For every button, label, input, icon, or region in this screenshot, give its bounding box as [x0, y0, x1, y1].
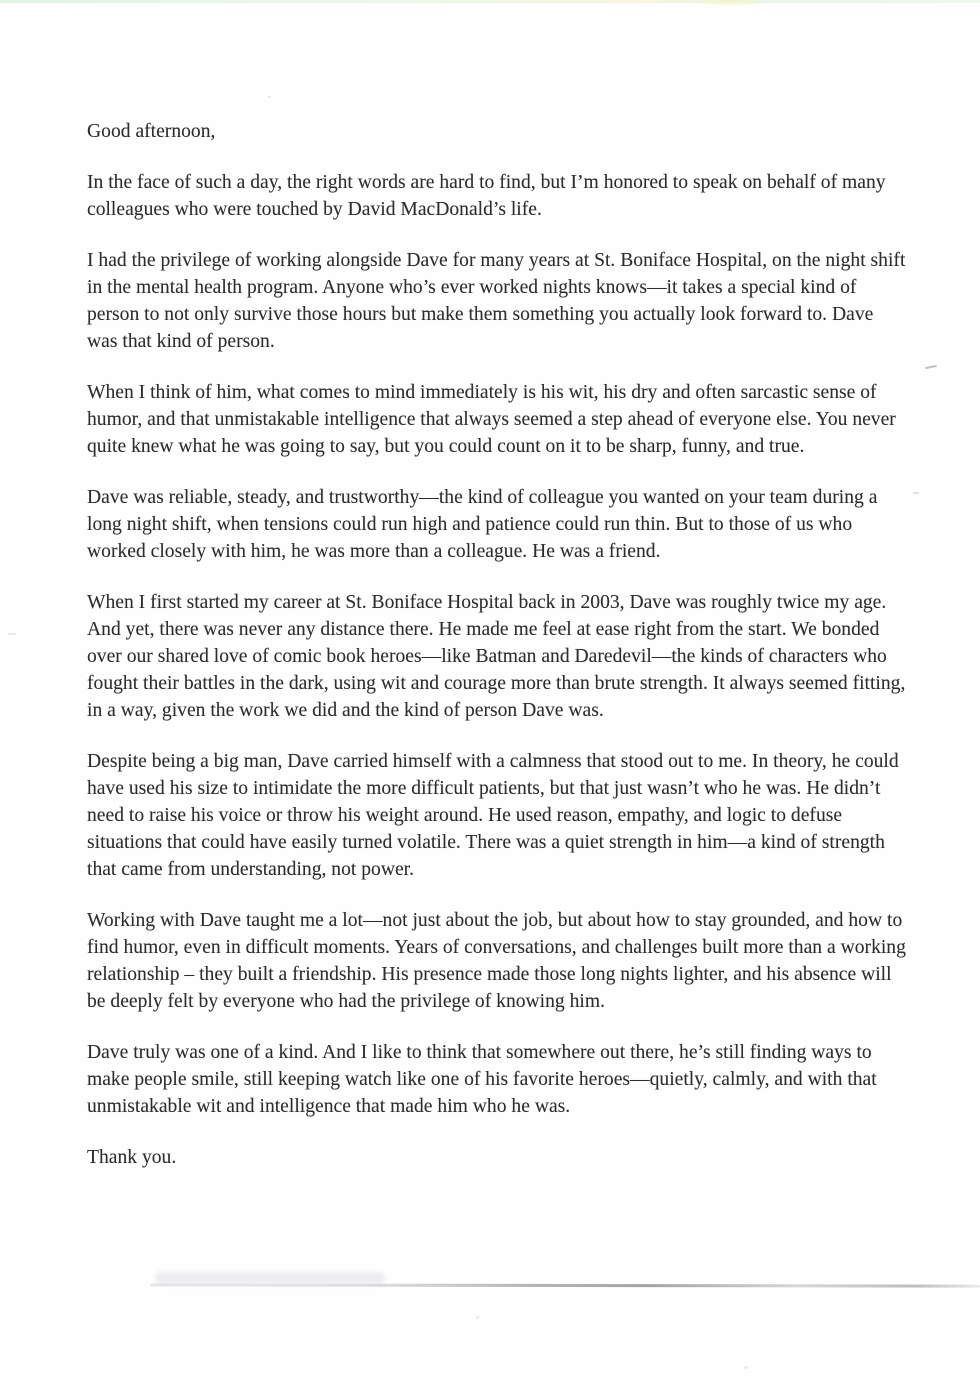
paragraph-4: Dave was reliable, steady, and trustworthy—the kind of colleague you wanted on your team during a long night shift, when tensions could run high and patience could run thin. But to those of us who worked closely with him, he was more than a colleague. He was a friend. [87, 487, 878, 562]
scan-crease-artifact [155, 1272, 385, 1284]
paragraph-5: When I first started my career at St. Boniface Hospital back in 2003, Dave was roughly twice my age. And yet, there was never any distance there. He made me feel at ease right from the start. We bonded over our shared love of comic book heroes—like Batman and Daredevil—the kinds of characters who fought their battles in the dark, using wit and courage more than brute strength. It always seemed fitting, in a way, given the work we did and the kind of person Dave was. [87, 592, 906, 721]
scan-speck-artifact [913, 492, 919, 494]
paragraph-6: Despite being a big man, Dave carried himself with a calmness that stood out to me. In theory, he could have used his size to intimidate the more difficult patients, but that just wasn’t who he was. He didn’t need to raise his voice or throw his weight around. He used reason, empathy, and logic to defuse situations that could have easily turned volatile. There was a quiet strength in him—a kind of strength that came from understanding, not power. [87, 751, 899, 880]
paragraph-7: Working with Dave taught me a lot—not just about the job, but about how to stay grounded, and how to find humor, even in difficult moments. Years of conversations, and challenges built more than a working relationship – they built a friendship. His presence made those long nights lighter, and his absence will be deeply felt by everyone who had the privilege of knowing him. [87, 910, 906, 1012]
scan-smudge-artifact [700, 0, 760, 5]
paragraph-2: I had the privilege of working alongside Dave for many years at St. Boniface Hospital, on the night shift in the mental health program. Anyone who’s ever worked nights knows—it takes a special kind of person to not only survive those hours but make them something you actually look forward to. Dave was that kind of person. [87, 250, 906, 352]
scan-speck-artifact [744, 1366, 748, 1369]
scan-speck-artifact [8, 633, 16, 635]
paragraph-1: In the face of such a day, the right words are hard to find, but I’m honored to speak on behalf of many colleagues who were touched by David MacDonald’s life. [87, 172, 886, 220]
scan-speck-artifact [476, 1316, 479, 1319]
paragraph-8: Dave truly was one of a kind. And I like to think that somewhere out there, he’s still finding ways to make people smile, still keeping watch like one of his favorite heroes—quietly, calmly, and with that unmistakable wit and intelligence that made him who he was. [87, 1042, 877, 1117]
scan-speck-artifact [268, 96, 271, 98]
scan-edge-artifact [0, 0, 980, 3]
salutation: Good afternoon, [87, 121, 216, 142]
scan-speck-artifact [128, 1155, 131, 1158]
paragraph-3: When I think of him, what comes to mind immediately is his wit, his dry and often sarcastic sense of humor, and that unmistakable intelligence that always seemed a step ahead of everyone else. You never quite knew what he was going to say, but you could count on it to be sharp, funny, and true. [87, 382, 896, 457]
scan-speck-artifact [925, 365, 937, 369]
scan-crease-artifact [150, 1283, 980, 1287]
closing: Thank you. [87, 1147, 177, 1168]
letter-body [87, 118, 907, 1195]
